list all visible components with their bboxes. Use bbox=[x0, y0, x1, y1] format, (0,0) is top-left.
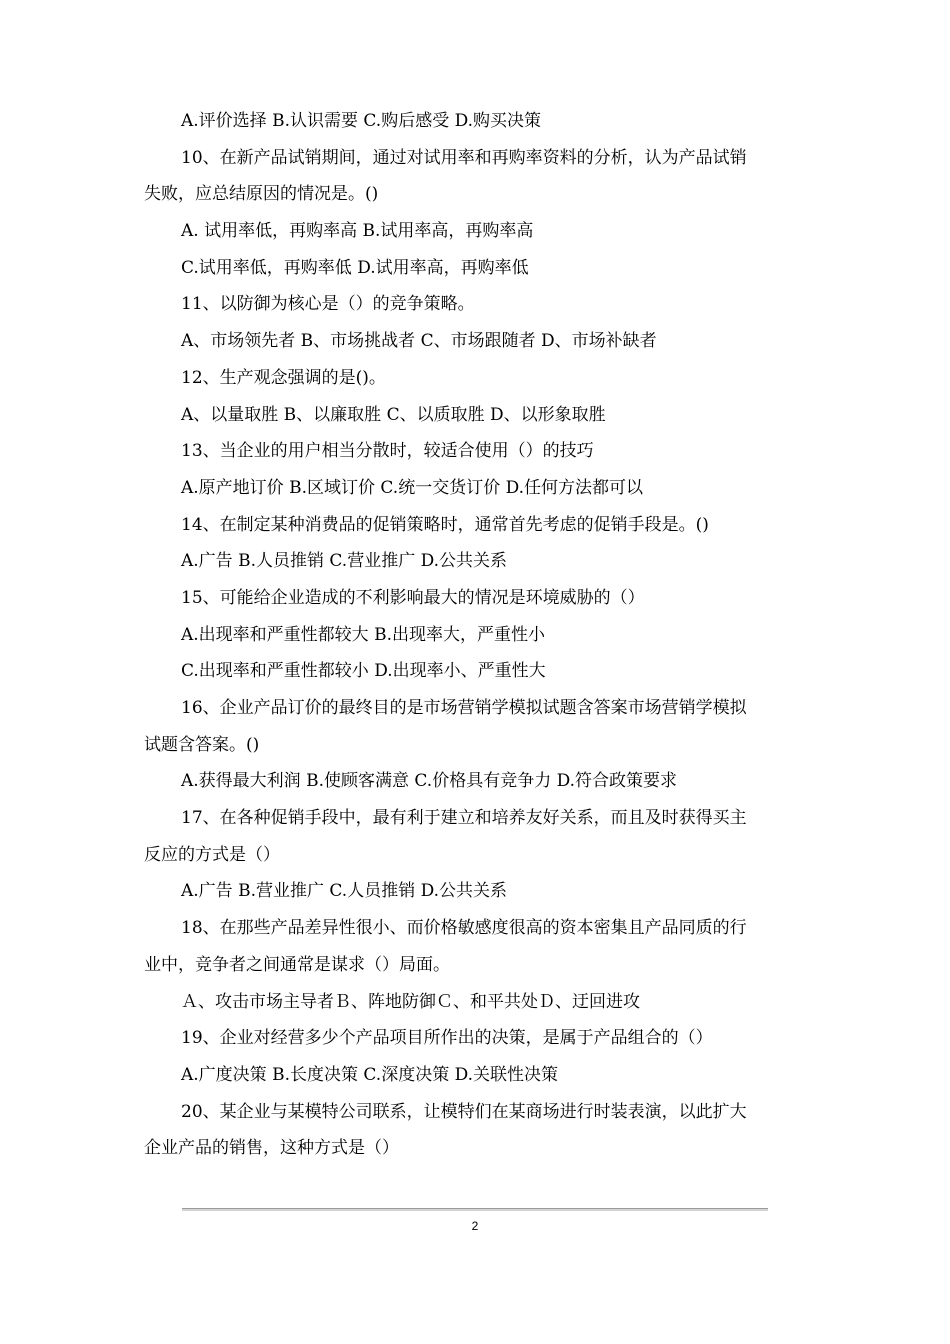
text-line: C.试用率低，再购率低 D.试用率高，再购率低 bbox=[181, 257, 529, 278]
text-line: A.广告 B.营业推广 C.人员推销 D.公共关系 bbox=[181, 881, 508, 902]
text-line: 14、在制定某种消费品的促销策略时，通常首先考虑的促销手段是。() bbox=[181, 514, 709, 535]
text-line: Ａ、攻击市场主导者Ｂ、阵地防御Ｃ、和平共处Ｄ、迂回进攻 bbox=[181, 991, 640, 1012]
text-line: A、市场领先者 B、市场挑战者 C、市场跟随者 D、市场补缺者 bbox=[181, 331, 657, 352]
text-line: 反应的方式是（） bbox=[144, 844, 280, 865]
text-line: 20、某企业与某模特公司联系，让模特们在某商场进行时装表演，以此扩大 bbox=[181, 1101, 747, 1122]
text-line: 17、在各种促销手段中，最有利于建立和培养友好关系，而且及时获得买主 bbox=[181, 808, 747, 829]
text-line: 失败，应总结原因的情况是。() bbox=[144, 184, 379, 205]
text-line: 企业产品的销售，这种方式是（） bbox=[144, 1138, 399, 1159]
page-number: 2 bbox=[471, 1219, 479, 1233]
text-line: 12、生产观念强调的是()。 bbox=[181, 367, 386, 388]
text-line: 11、以防御为核心是（）的竞争策略。 bbox=[181, 294, 475, 315]
text-line: 13、当企业的用户相当分散时，较适合使用（）的技巧 bbox=[181, 441, 594, 462]
text-line: 16、企业产品订价的最终目的是市场营销学模拟试题含答案市场营销学模拟 bbox=[181, 698, 747, 718]
text-line: A、以量取胜 B、以廉取胜 C、以质取胜 D、以形象取胜 bbox=[181, 404, 606, 425]
text-line: A.出现率和严重性都较大 B.出现率大，严重性小 bbox=[181, 624, 545, 645]
text-line: A.广告 B.人员推销 C.营业推广 D.公共关系 bbox=[181, 551, 508, 572]
text-line: 18、在那些产品差异性很小、而价格敏感度很高的资本密集且产品同质的行 bbox=[181, 918, 747, 939]
text-line: C.出现率和严重性都较小 D.出现率小、严重性大 bbox=[181, 661, 546, 682]
text-line: A.获得最大利润 B.使顾客满意 C.价格具有竞争力 D.符合政策要求 bbox=[181, 771, 678, 792]
text-line: A.广度决策 B.长度决策 C.深度决策 D.关联性决策 bbox=[181, 1064, 559, 1085]
text-line: 19、企业对经营多少个产品项目所作出的决策，是属于产品组合的（） bbox=[181, 1028, 713, 1049]
text-line: 10、在新产品试销期间，通过对试用率和再购率资料的分析，认为产品试销 bbox=[181, 147, 747, 168]
document-body bbox=[144, 103, 810, 1167]
footer-divider bbox=[182, 1208, 768, 1211]
text-line: 15、可能给企业造成的不利影响最大的情况是环境威胁的（） bbox=[181, 587, 645, 608]
text-line: 业中，竞争者之间通常是谋求（）局面。 bbox=[144, 954, 450, 975]
text-line: A.评价选择 B.认识需要 C.购后感受 D.购买决策 bbox=[181, 111, 542, 131]
text-line: A. 试用率低，再购率高 B.试用率高，再购率高 bbox=[181, 221, 534, 242]
text-line: A.原产地订价 B.区域订价 C.统一交货订价 D.任何方法都可以 bbox=[181, 477, 644, 498]
text-line: 试题含答案。() bbox=[144, 734, 260, 755]
